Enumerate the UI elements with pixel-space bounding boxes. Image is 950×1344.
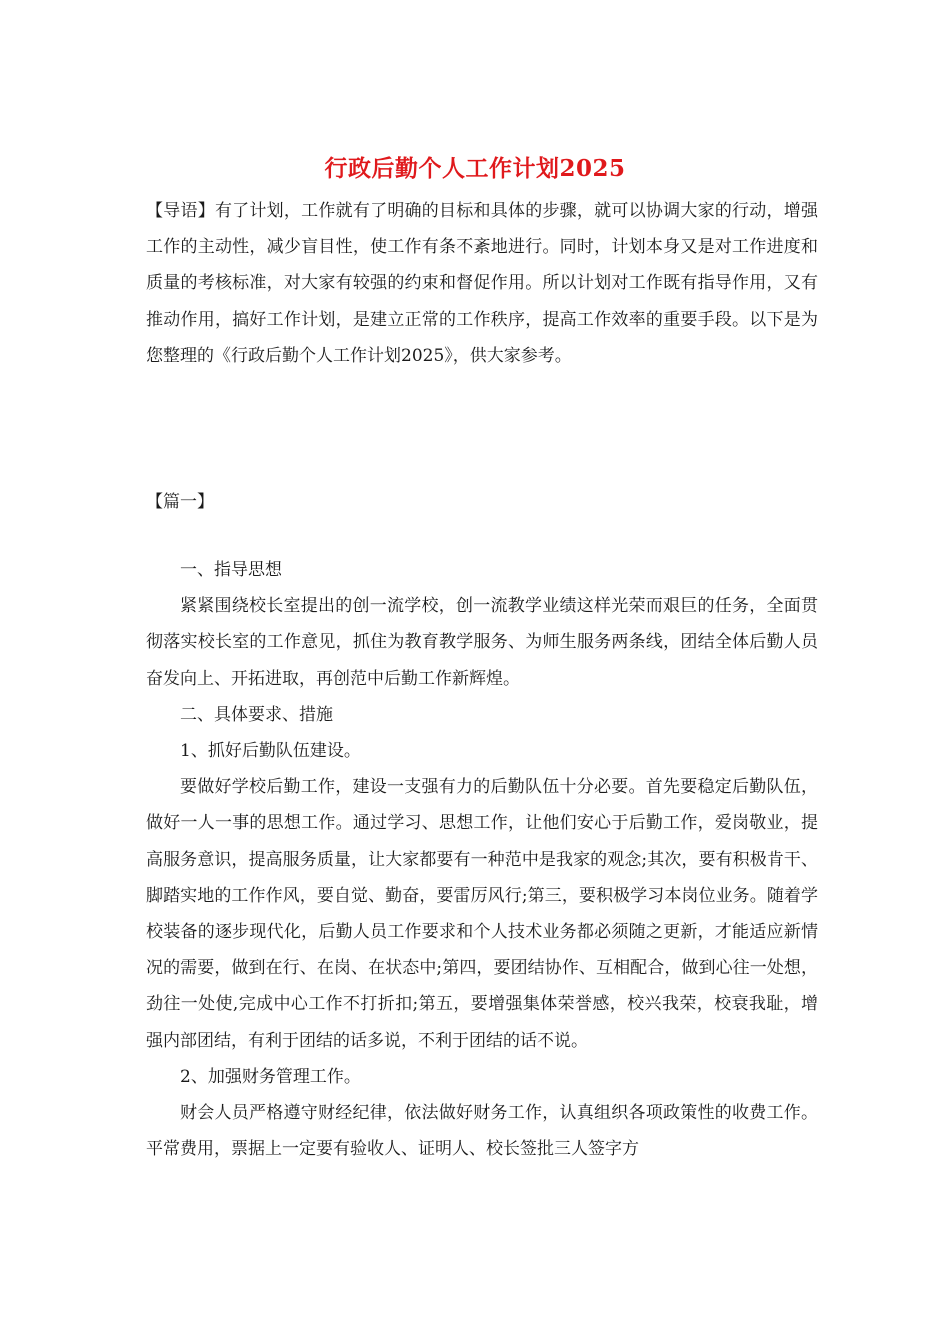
paragraph-finance: 财会人员严格遵守财经纪律，依法做好财务工作，认真组织各项政策性的收费工作。平常费用，票据上一定要有验收人、证明人、校长签批三人签字方	[146, 1103, 818, 1160]
subheading-team-building: 1、抓好后勤队伍建设。	[180, 741, 361, 762]
heading-requirements: 二、具体要求、措施	[180, 704, 333, 725]
document-title: 行政后勤个人工作计划2025	[324, 155, 626, 182]
paragraph-guiding-ideology: 紧紧围绕校长室提出的创一流学校，创一流教学业绩这样光荣而艰巨的任务，全面贯彻落实校长室的工作意见，抓住为教育教学服务、为师生服务两条线，团结全体后勤人员奋发向上、开拓进取，再创范中后勤工作新辉煌。	[146, 596, 818, 689]
heading-guiding-ideology: 一、指导思想	[180, 560, 282, 580]
section-label: 【篇一】	[146, 492, 214, 512]
body-text	[146, 552, 818, 1167]
intro-paragraph: 【导语】有了计划，工作就有了明确的目标和具体的步骤，就可以协调大家的行动，增强工作的主动性，减少盲目性，使工作有条不紊地进行。同时，计划本身又是对工作进度和质量的考核标准，对大家有较强的约束和督促作用。所以计划对工作既有指导作用，又有推动作用，搞好工作计划，是建立正常的工作秩序，提高工作效率的重要手段。以下是为您整理的《行政后勤个人工作计划2025》，供大家参考。	[146, 201, 818, 366]
paragraph-team-building: 要做好学校后勤工作，建设一支强有力的后勤队伍十分必要。首先要稳定后勤队伍，做好一人一事的思想工作。通过学习、思想工作，让他们安心于后勤工作，爱岗敬业，提高服务意识，提高服务质量，让大家都要有一种范中是我家的观念;其次，要有积极肯干、脚踏实地的工作作风，要自觉、勤奋，要雷厉风行;第三，要积极学习本岗位业务。随着学校装备的逐步现代化，后勤人员工作要求和个人技术业务都必须随之更新，才能适应新情况的需要，做到在行、在岗、在状态中;第四，要团结协作、互相配合，做到心往一处想，劲往一处使,完成中心工作不打折扣;第五，要增强集体荣誉感，校兴我荣，校衰我耻，增强内部团结，有利于团结的话多说，不利于团结的话不说。	[146, 777, 818, 1051]
subheading-finance: 2、加强财务管理工作。	[180, 1066, 361, 1087]
